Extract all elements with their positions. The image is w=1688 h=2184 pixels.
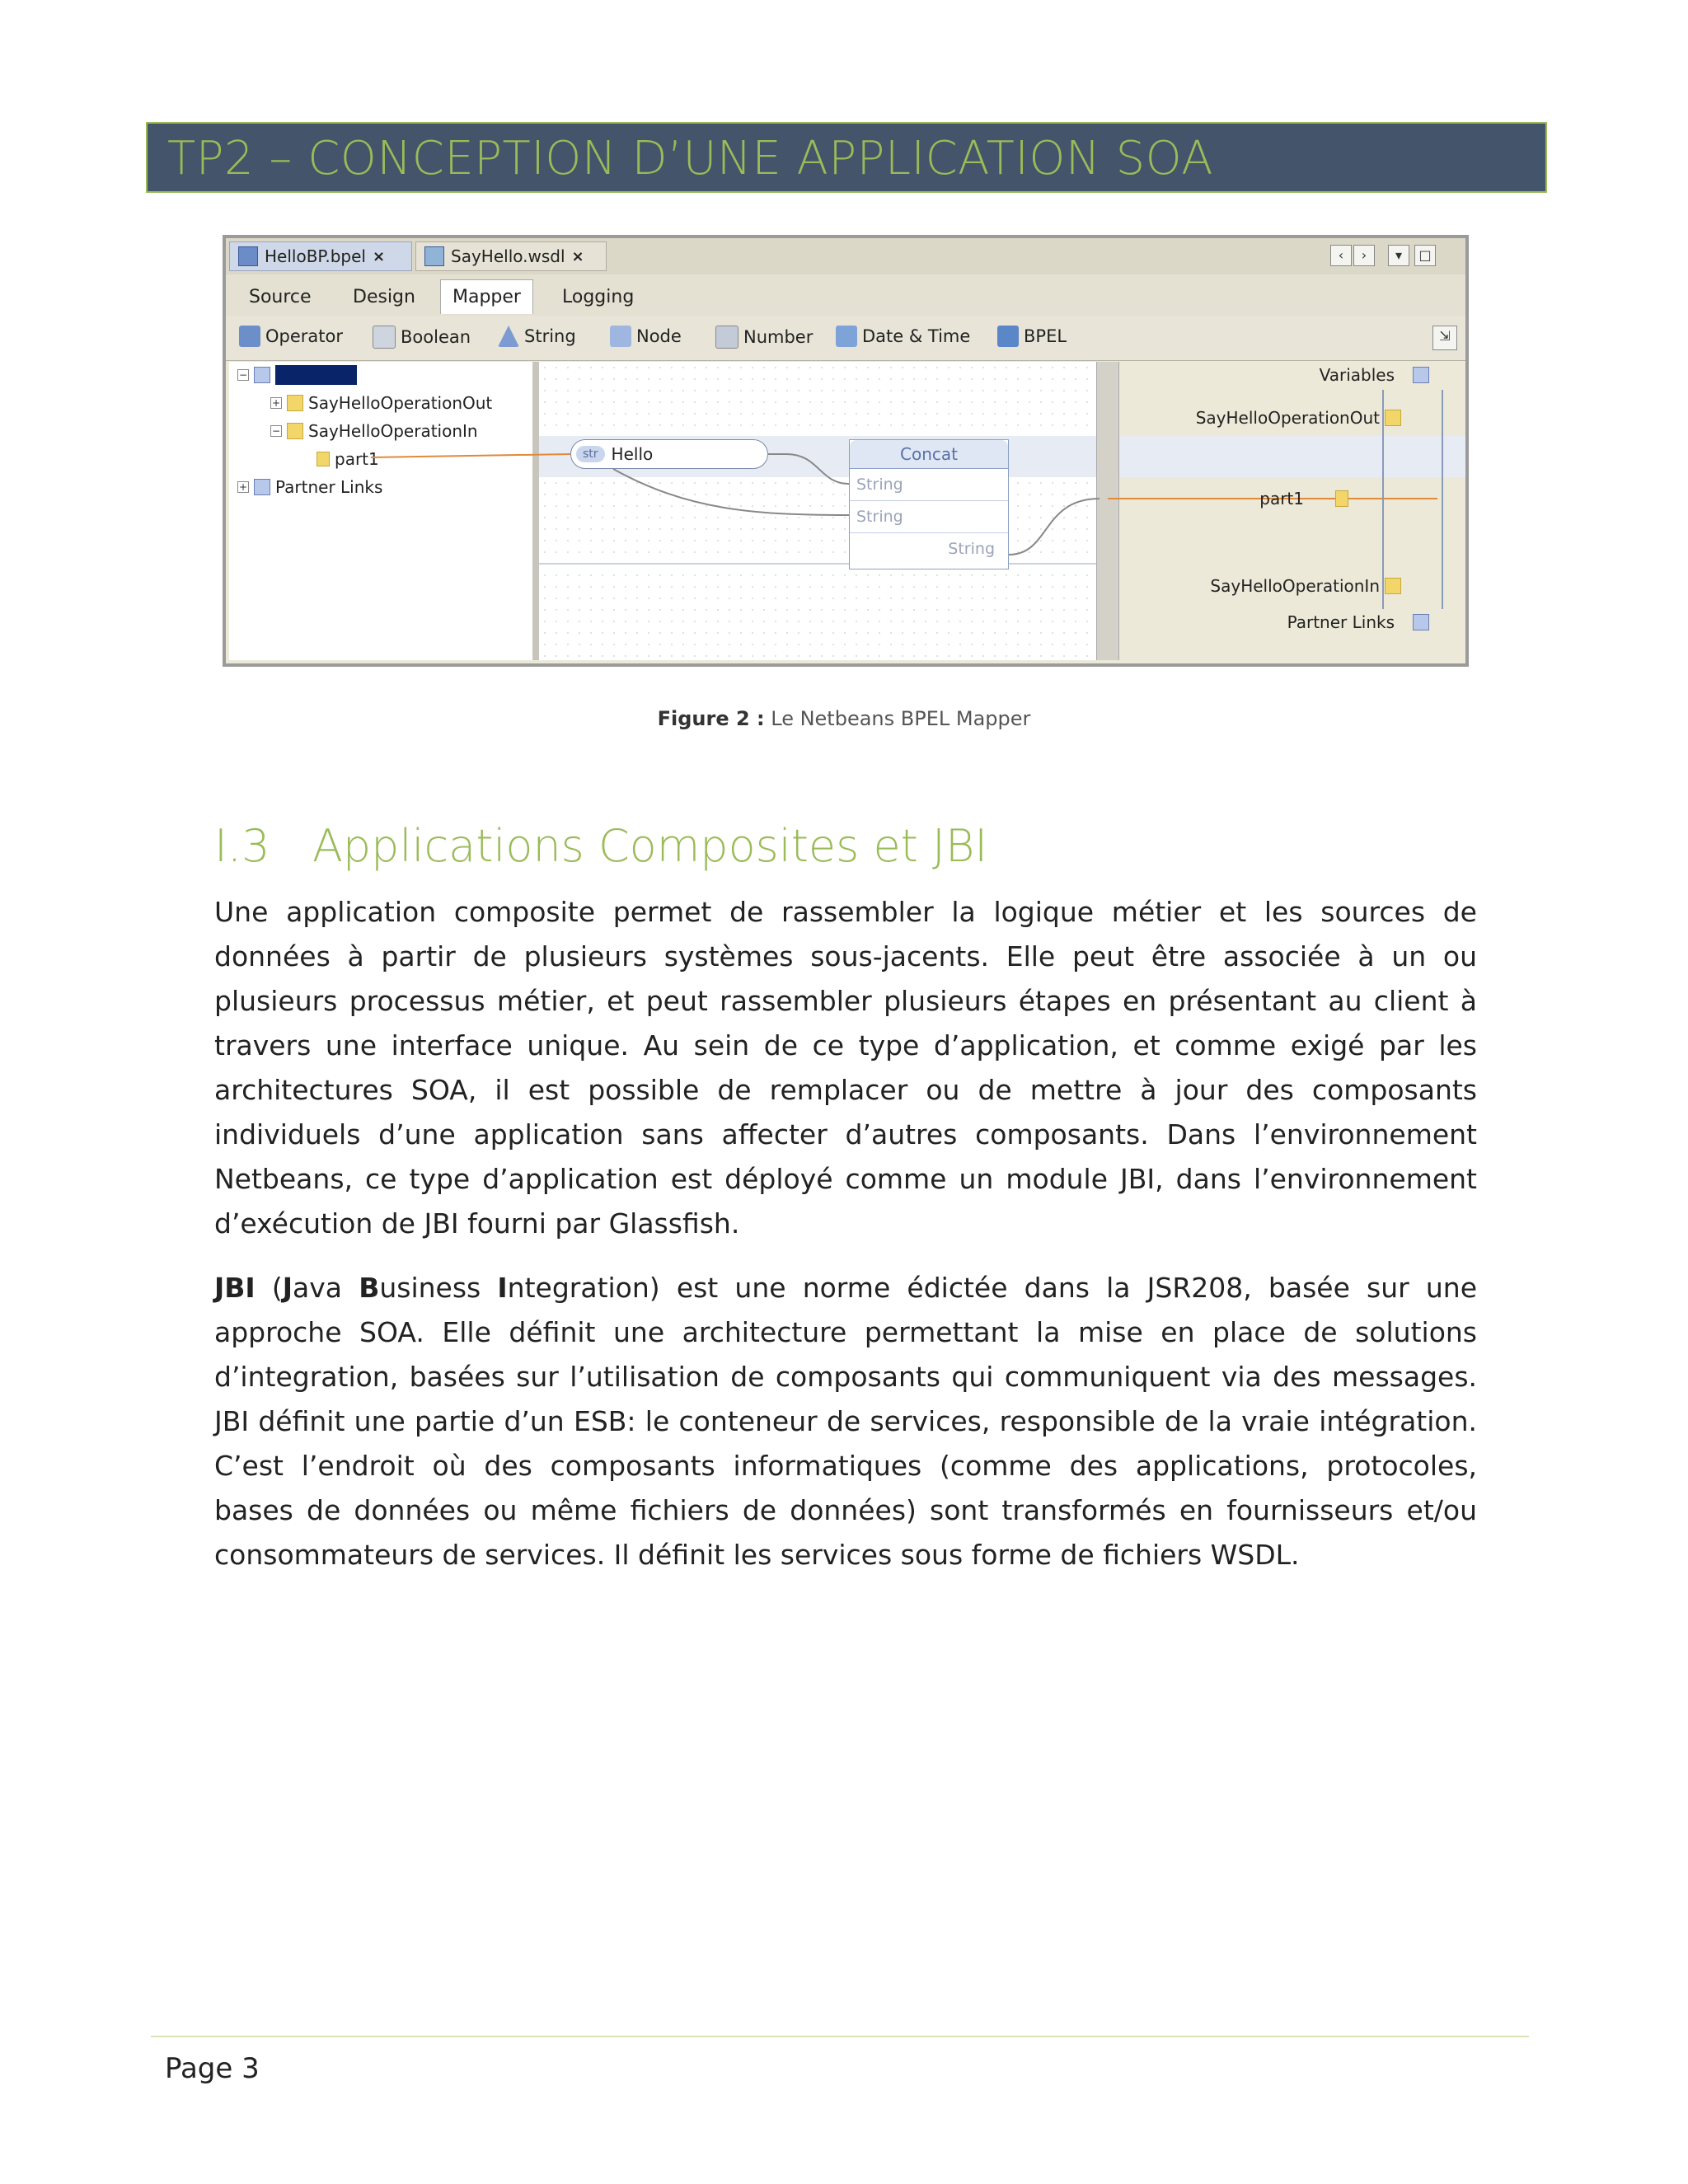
tab-design[interactable]: Design	[353, 286, 415, 307]
file-tab-label: SayHello.wsdl	[451, 246, 565, 266]
text-run: (	[255, 1272, 283, 1304]
tree-label-variables: Variables	[275, 365, 357, 385]
expand-icon[interactable]: +	[238, 481, 248, 493]
acronym-letter: I	[497, 1272, 508, 1304]
expand-icon[interactable]: +	[271, 397, 281, 409]
header-bar	[146, 122, 1547, 193]
variables-icon	[1413, 367, 1429, 383]
message-icon	[1385, 578, 1401, 594]
scroll-right-icon[interactable]: ›	[1353, 245, 1375, 266]
footer-divider	[151, 2036, 1529, 2037]
close-icon[interactable]: ×	[372, 247, 386, 265]
toolbar-label: Number	[743, 327, 814, 347]
toolbar-label: Date & Time	[862, 326, 971, 346]
tree-label: part1	[335, 449, 379, 469]
concat-title: Concat	[850, 440, 1008, 469]
tree-label: SayHelloOperationOut	[308, 393, 493, 413]
tree-label: Partner Links	[275, 477, 383, 497]
concat-param-1[interactable]: String	[850, 469, 1008, 501]
acronym-letter: B	[359, 1272, 380, 1304]
collapse-icon[interactable]: −	[238, 369, 248, 381]
text-run: usiness	[379, 1272, 498, 1304]
message-icon	[1385, 410, 1401, 426]
dropdown-icon[interactable]: ▾	[1388, 245, 1409, 266]
document-title: TP2 – CONCEPTION D’UNE APPLICATION SOA	[167, 132, 1214, 185]
target-partner-links[interactable]: Partner Links	[1287, 612, 1395, 632]
paragraph-composite: Une application composite permet de rassembler la logique métier et les sources de données à partir de plusieurs systèmes sous-jacents. Elle peut être associée à un ou plusieurs processus métier, et peut rassembler plusieurs étapes en présentant au client à travers une interface unique. Au sein de ce type d’application, et comme exigé par les architectures SOA, il est possible de remplacer ou de mettre à jour des composants individuels d’une application sans affecter d’autres composants. Dans l’environnement Netbeans, ce type d’application est déployé comme un module JBI, dans l’environnement d’exécution de JBI fourni par Glassfish.	[214, 896, 1477, 1240]
text-run: ntegration) est une norme édictée dans la JSR208, basée sur une approche SOA. Elle définit une architecture permettant la mise en place de solutions d’integration, basées sur l’utilisation de composants qui communiquent via des messages. JBI définit une partie d’un ESB: le conteneur de services, responsible de la vraie intégration. C’est l’endroit où des composants informatiques (comme des applications, protocoles, bases de données ou même fichiers de données) sont transformés en fournisseurs et/ou consommateurs de services. Il définit les services sous forme de fichiers WSDL.	[214, 1272, 1478, 1571]
text-run: ava	[293, 1272, 359, 1304]
toolbar-label: Operator	[265, 326, 343, 346]
close-icon[interactable]: ×	[571, 247, 584, 265]
concat-param-2[interactable]: String	[850, 501, 1008, 533]
string-type-tag: str	[576, 446, 605, 462]
toolbar-label: Node	[636, 326, 682, 346]
link-result-output	[1009, 499, 1100, 555]
tree-label: SayHelloOperationIn	[308, 421, 478, 441]
link-hello-param1	[786, 454, 849, 484]
target-variables[interactable]: Variables	[1319, 365, 1395, 385]
mapping-links	[226, 238, 1465, 663]
partner-links-icon	[1413, 614, 1429, 630]
part-icon	[1335, 490, 1348, 507]
maximize-icon[interactable]: □	[1414, 245, 1436, 266]
link-part1-param2	[613, 469, 849, 515]
file-tab-label: HelloBP.bpel	[265, 246, 366, 266]
link-part1-hello	[371, 454, 570, 457]
figure-caption	[0, 707, 1688, 730]
collapse-icon[interactable]: −	[271, 425, 281, 437]
paragraph-jbi	[214, 1266, 1477, 1577]
literal-value: Hello	[611, 444, 654, 464]
jbi-term: JBI	[214, 1272, 256, 1304]
settings-icon[interactable]: ⇲	[1432, 326, 1457, 350]
scroll-left-icon[interactable]: ‹	[1330, 245, 1352, 266]
page-number: Page 3	[165, 2052, 260, 2085]
toolbar-label: Boolean	[401, 327, 471, 347]
figure-label: Figure 2 :	[657, 707, 765, 730]
target-part1[interactable]: part1	[1259, 489, 1304, 509]
toolbar-label: String	[524, 326, 576, 346]
tab-mapper[interactable]: Mapper	[440, 279, 533, 314]
figure-text: Le Netbeans BPEL Mapper	[764, 707, 1031, 730]
acronym-letter: J	[282, 1272, 293, 1304]
target-operation-in[interactable]: SayHelloOperationIn	[1210, 576, 1380, 596]
bpel-mapper-screenshot	[223, 235, 1469, 667]
tab-source[interactable]: Source	[249, 286, 312, 307]
toolbar-label: BPEL	[1024, 326, 1067, 346]
concat-result[interactable]: String	[948, 540, 995, 558]
tab-logging[interactable]: Logging	[562, 286, 635, 307]
section-heading: I.3 Applications Composites et JBI	[214, 820, 988, 872]
target-operation-out[interactable]: SayHelloOperationOut	[1195, 408, 1380, 428]
